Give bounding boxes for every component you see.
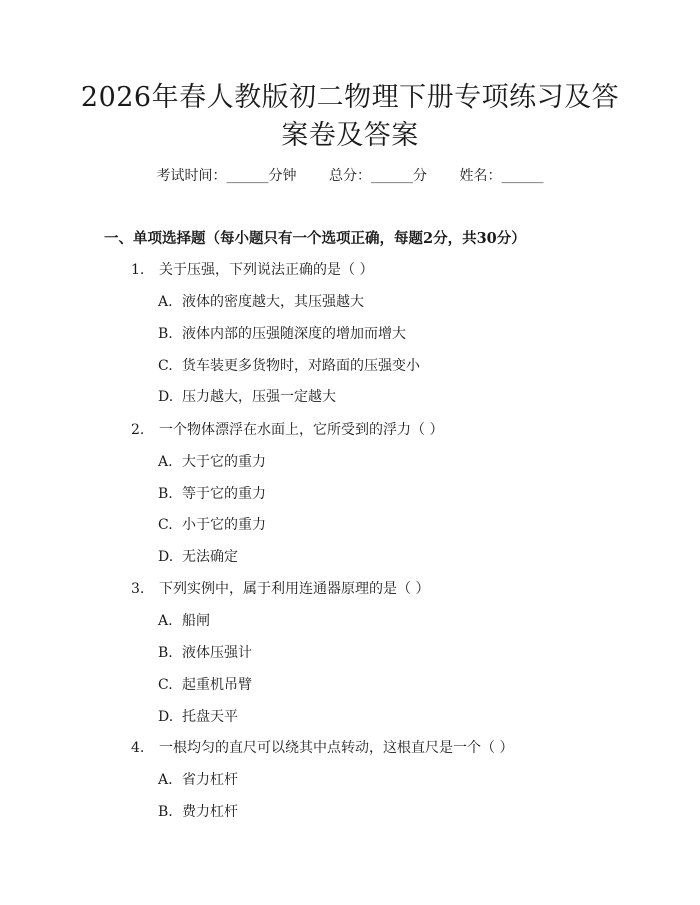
option-text: 费力杠杆: [182, 804, 238, 820]
option-letter: D.: [158, 389, 174, 405]
option-letter: C.: [158, 677, 173, 693]
exam-meta: [0, 166, 700, 186]
option-text: 大于它的重力: [182, 454, 266, 470]
option-text: 货车装更多货物时，对路面的压强变小: [182, 358, 420, 374]
exam-score: 总分：______分: [329, 168, 427, 184]
option-letter: B.: [158, 645, 173, 661]
question-4: [131, 738, 513, 758]
question-2: [131, 420, 443, 440]
section-heading: 一、单项选择题（每小题只有一个选项正确，每题2分，共30分）: [104, 230, 526, 247]
question-text: 一根均匀的直尺可以绕其中点转动，这根直尺是一个（ ）: [159, 740, 514, 756]
question-2-option-b: [158, 484, 266, 504]
question-1-option-a: [158, 292, 364, 312]
question-number: 2.: [131, 422, 145, 438]
question-1-option-c: [158, 356, 420, 376]
page-title-line-2: 案卷及答案: [281, 120, 419, 151]
option-text: 无法确定: [182, 549, 238, 565]
option-text: 小于它的重力: [182, 517, 266, 533]
option-letter: A.: [158, 294, 173, 310]
question-1: [131, 260, 373, 280]
option-text: 液体压强计: [182, 645, 252, 661]
question-text: 关于压强，下列说法正确的是（ ）: [159, 262, 374, 278]
option-text: 省力杠杆: [182, 772, 238, 788]
option-text: 托盘天平: [182, 709, 238, 725]
question-number: 3.: [131, 581, 145, 597]
question-4-option-a: [158, 770, 238, 790]
option-letter: C.: [158, 517, 173, 533]
exam-time: 考试时间：______分钟: [156, 168, 297, 184]
option-letter: A.: [158, 772, 173, 788]
option-letter: C.: [158, 358, 173, 374]
question-1-option-b: [158, 324, 406, 344]
option-letter: B.: [158, 326, 173, 342]
option-letter: A.: [158, 454, 173, 470]
question-2-option-d: [158, 547, 238, 567]
question-3-option-a: [158, 611, 210, 631]
question-2-option-a: [158, 452, 266, 472]
option-text: 液体的密度越大，其压强越大: [182, 294, 364, 310]
question-4-option-b: [158, 802, 238, 822]
option-letter: D.: [158, 549, 174, 565]
question-3: [131, 579, 429, 599]
option-text: 液体内部的压强随深度的增加而增大: [182, 326, 406, 342]
exam-name: 姓名：______: [459, 168, 544, 184]
question-3-option-d: [158, 707, 238, 727]
option-text: 起重机吊臂: [182, 677, 252, 693]
question-3-option-c: [158, 675, 252, 695]
page-title-line-1: 2026年春人教版初二物理下册专项练习及答: [80, 82, 620, 113]
option-text: 等于它的重力: [182, 486, 266, 502]
option-letter: B.: [158, 486, 173, 502]
question-number: 4.: [131, 740, 145, 756]
question-2-option-c: [158, 515, 266, 535]
option-text: 船闸: [182, 613, 210, 629]
question-3-option-b: [158, 643, 252, 663]
question-text: 一个物体漂浮在水面上，它所受到的浮力（ ）: [159, 422, 444, 438]
option-letter: A.: [158, 613, 173, 629]
question-1-option-d: [158, 387, 336, 407]
question-number: 1.: [131, 262, 145, 278]
option-letter: D.: [158, 709, 174, 725]
option-letter: B.: [158, 804, 173, 820]
question-text: 下列实例中，属于利用连通器原理的是（ ）: [159, 581, 430, 597]
option-text: 压力越大，压强一定越大: [182, 389, 336, 405]
